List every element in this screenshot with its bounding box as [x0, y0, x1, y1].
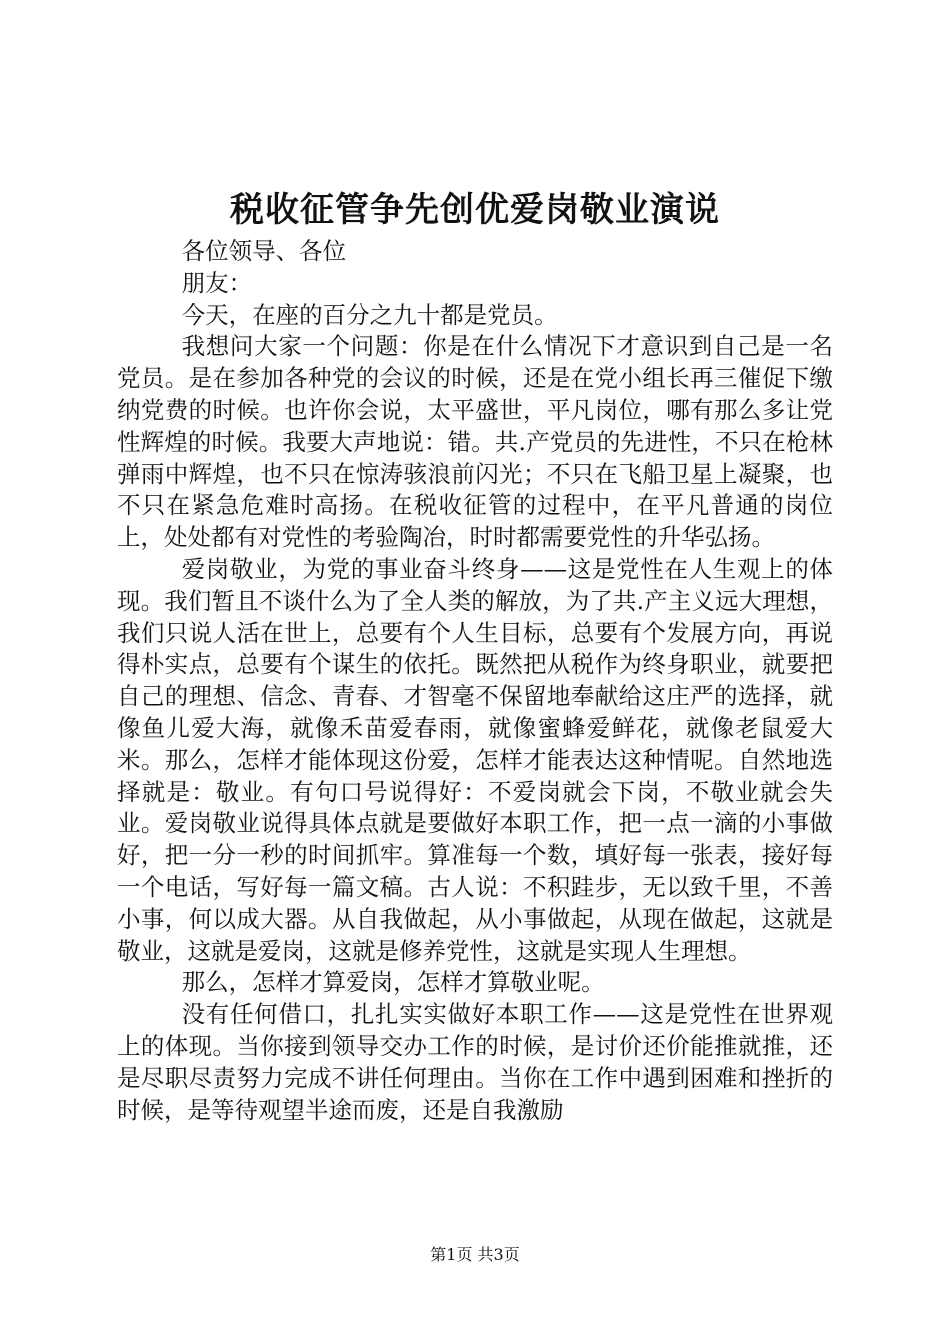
body-paragraph: 我想问大家一个问题：你是在什么情况下才意识到自己是一名党员。是在参加各种党的会议的时候，还是在党小组长再三催促下缴纳党费的时候。也许你会说，太平盛世，平凡岗位，哪有那么多让党性辉煌的时候。我要大声地说：错。共.产党员的先进性，不只在枪林弹雨中辉煌，也不只在惊涛骇浪前闪光；不只在飞船卫星上凝聚，也不只在紧急危难时高扬。在税收征管的过程中，在平凡普通的岗位上，处处都有对党性的考验陶冶，时时都需要党性的升华弘扬。	[117, 332, 833, 552]
salutation-line-1: 各位领导、各位	[181, 237, 347, 265]
body-paragraph: 爱岗敬业，为党的事业奋斗终身——这是党性在人生观上的体现。我们暂且不谈什么为了全人类的解放，为了共.产主义远大理想，我们只说人活在世上，总要有个人生目标，总要有个发展方向，再说得朴实点，总要有个谋生的依托。既然把从税作为终身职业，就要把自己的理想、信念、青春、才智毫不保留地奉献给这庄严的选择，就像鱼儿爱大海，就像禾苗爱春雨，就像蜜蜂爱鲜花，就像老鼠爱大米。那么，怎样才能体现这份爱，怎样才能表达这种情呢。自然地选择就是：敬业。有句口号说得好：不爱岗就会下岗，不敬业就会失业。爱岗敬业说得具体点就是要做好本职工作，把一点一滴的小事做好，把一分一秒的时间抓牢。算准每一个数，填好每一张表，接好每一个电话，写好每一篇文稿。古人说：不积跬步，无以致千里，不善小事，何以成大器。从自我做起，从小事做起，从现在做起，这就是敬业，这就是爱岗，这就是修养党性，这就是实现人生理想。	[117, 554, 833, 965]
body-paragraph: 那么，怎样才算爱岗，怎样才算敬业呢。	[181, 968, 605, 997]
document-body	[117, 236, 833, 1126]
page-indicator: 第1页 共3页	[430, 1245, 520, 1264]
document-title: 税收征管争先创优爱岗敬业演说	[230, 190, 720, 230]
body-paragraph: 没有任何借口，扎扎实实做好本职工作——这是党性在世界观上的体现。当你接到领导交办工作的时候，是讨价还价能推就推，还是尽职尽责努力完成不讲任何理由。当你在工作中遇到困难和挫折的时候，是等待观望半途而废，还是自我激励	[117, 1000, 833, 1124]
body-paragraph: 今天，在座的百分之九十都是党员。	[181, 300, 558, 329]
salutation-line-2: 朋友：	[181, 268, 253, 297]
